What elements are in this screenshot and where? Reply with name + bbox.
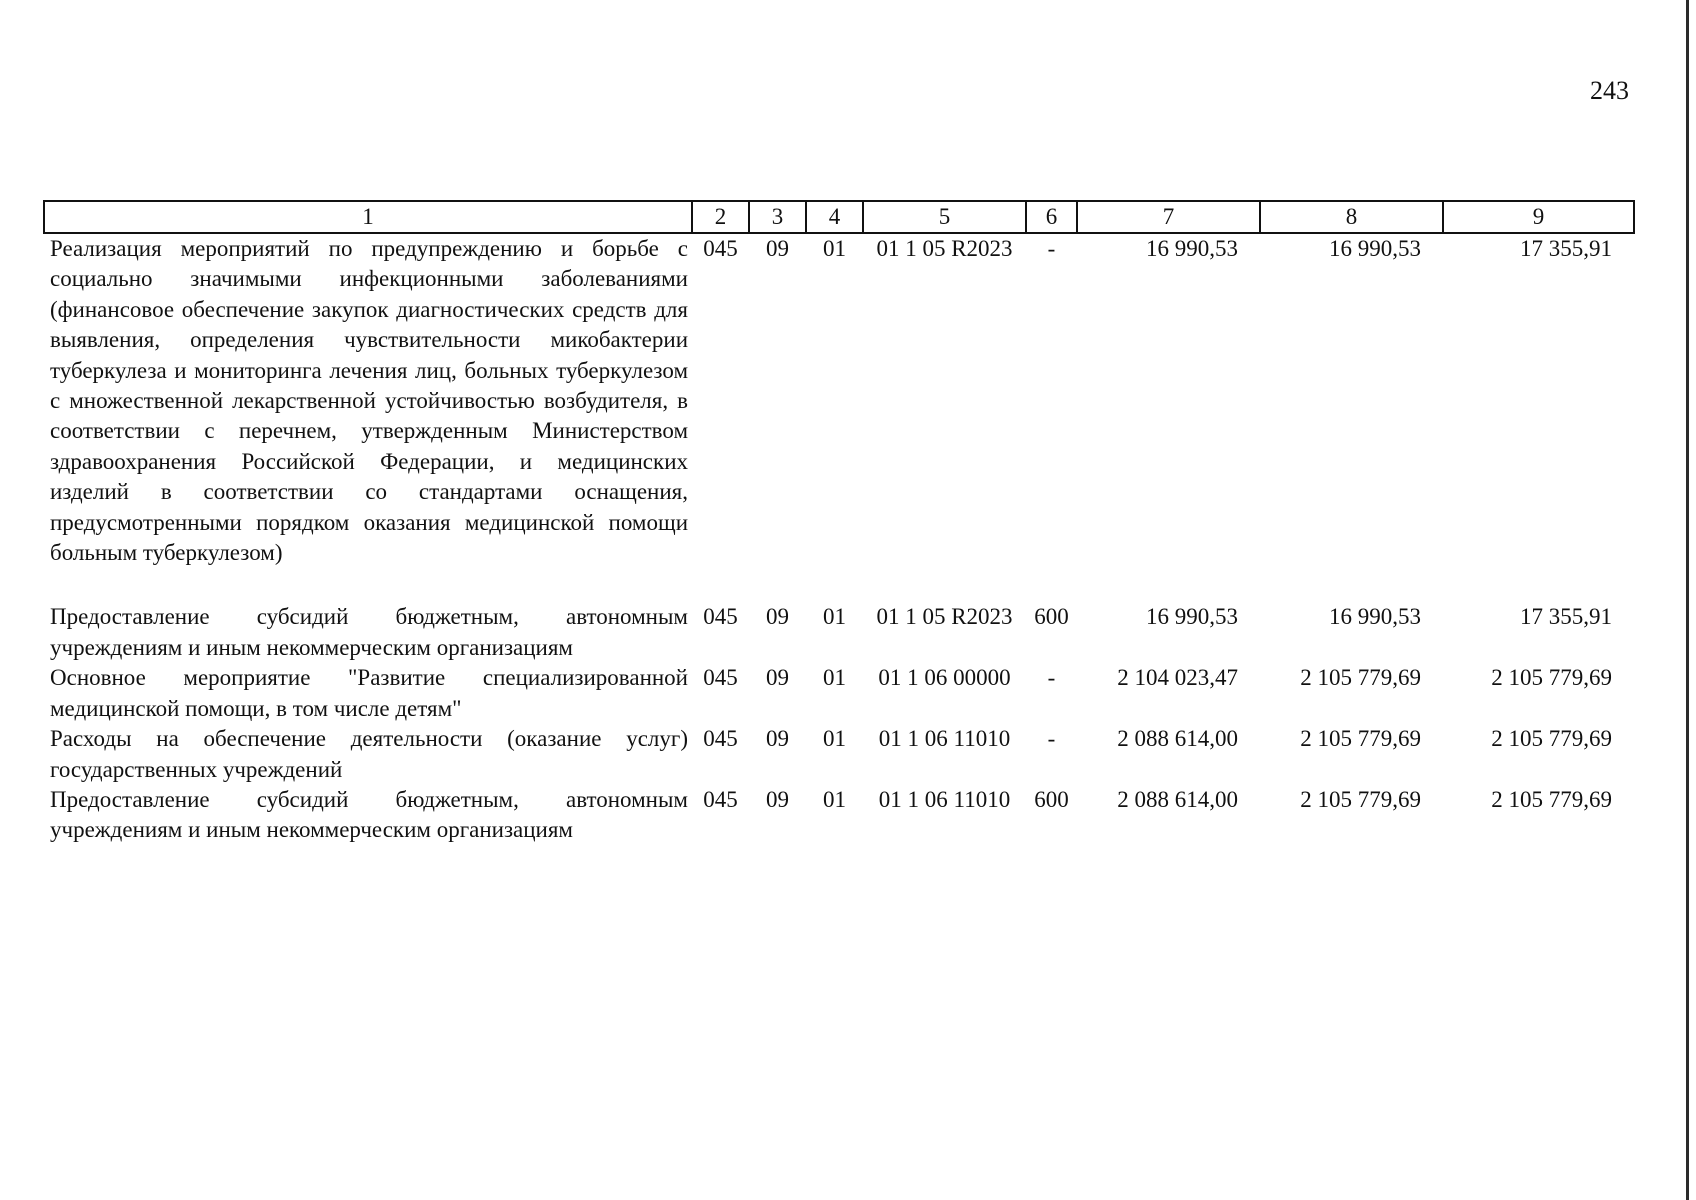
- row-section-code: 09: [766, 236, 789, 261]
- page-number: 243: [1590, 76, 1629, 105]
- header-col-4: 4: [806, 201, 863, 233]
- row-ministry-code: 045: [703, 726, 738, 752]
- table-row: [44, 785, 1634, 846]
- row-name: Предоставление субсидий бюджетным, автономным учреждениям и иным некоммерческим организациям: [50, 786, 688, 843]
- row-ministry-code: 045: [703, 604, 738, 630]
- table-row: [44, 602, 1634, 663]
- row-amount-col9: 2 105 779,69: [1491, 786, 1612, 812]
- row-amount-col9: 17 355,91: [1520, 604, 1612, 630]
- row-section-code: 09: [766, 786, 789, 812]
- page-edge-line: [1686, 0, 1689, 1200]
- row-subsection-code: 01: [823, 665, 846, 691]
- header-col-9: 9: [1443, 201, 1634, 233]
- row-expense-type: 600: [1034, 786, 1069, 812]
- header-col-5: 5: [863, 201, 1026, 233]
- header-col-7: 7: [1077, 201, 1260, 233]
- row-amount-col7: 2 104 023,47: [1117, 665, 1238, 691]
- row-amount-col7: 16 990,53: [1146, 604, 1238, 630]
- row-name: Предоставление субсидий бюджетным, автономным учреждениям и иным некоммерческим организациям: [50, 604, 688, 660]
- row-amount-col9: 2 105 779,69: [1491, 726, 1612, 752]
- row-amount-col8: 16 990,53: [1329, 604, 1421, 630]
- row-target-article: 01 1 06 00000: [878, 665, 1011, 691]
- header-col-2: 2: [692, 201, 749, 233]
- header-col-3: 3: [749, 201, 806, 233]
- header-col-8: 8: [1260, 201, 1443, 233]
- row-subsection-code: 01: [823, 236, 846, 261]
- row-target-article: 01 1 05 R2023: [876, 604, 1013, 630]
- row-spacer: [44, 568, 1634, 602]
- row-name: Основное мероприятие "Развитие специализированной медицинской помощи, в том числе детям": [50, 665, 688, 721]
- row-expense-type: 600: [1034, 604, 1069, 630]
- table-row: [44, 724, 1634, 785]
- header-col-6: 6: [1026, 201, 1077, 233]
- budget-table: [43, 200, 1635, 846]
- table-row: [44, 233, 1634, 568]
- row-name: Реализация мероприятий по предупреждению и борьбе с социально значимыми инфекционными заболеваниями (финансовое обеспечение закупок диагностических средств для выявления, определения чувствительности микобактерии туберкулеза и мониторинга лечения лиц, больных туберкулезом с множественной лекарственной устойчивостью возбудителя, в соответствии с перечнем, утвержденным Министерством здравоохранения Российской Федерации, и медицинских изделий в соответствии со стандартами оснащения, предусмотренными порядком оказания медицинской помощи больным туберкулезом): [50, 236, 688, 566]
- row-amount-col8: 2 105 779,69: [1300, 665, 1421, 691]
- row-name: Расходы на обеспечение деятельности (оказание услуг) государственных учреждений: [50, 726, 688, 782]
- row-subsection-code: 01: [823, 726, 846, 752]
- row-expense-type: -: [1047, 665, 1056, 691]
- row-amount-col7: 16 990,53: [1146, 236, 1238, 261]
- table-header-row: [44, 201, 1634, 233]
- row-subsection-code: 01: [823, 786, 846, 812]
- row-amount-col9: 17 355,91: [1520, 236, 1612, 261]
- row-section-code: 09: [766, 665, 789, 691]
- row-amount-col8: 2 105 779,69: [1300, 726, 1421, 752]
- row-subsection-code: 01: [823, 604, 846, 630]
- row-ministry-code: 045: [703, 236, 738, 261]
- row-amount-col9: 2 105 779,69: [1491, 665, 1612, 691]
- row-target-article: 01 1 05 R2023: [876, 236, 1013, 261]
- row-target-article: 01 1 06 11010: [878, 786, 1011, 812]
- row-amount-col7: 2 088 614,00: [1117, 786, 1238, 812]
- row-amount-col7: 2 088 614,00: [1117, 726, 1238, 752]
- spacer-cell: [44, 568, 1634, 602]
- header-col-1: 1: [44, 201, 692, 233]
- row-amount-col8: 2 105 779,69: [1300, 786, 1421, 812]
- row-section-code: 09: [766, 726, 789, 752]
- row-expense-type: -: [1047, 726, 1056, 752]
- row-ministry-code: 045: [703, 786, 738, 812]
- row-section-code: 09: [766, 604, 789, 630]
- row-ministry-code: 045: [703, 665, 738, 691]
- row-target-article: 01 1 06 11010: [878, 726, 1011, 752]
- row-expense-type: -: [1047, 236, 1056, 261]
- table-row: [44, 663, 1634, 724]
- row-amount-col8: 16 990,53: [1329, 236, 1421, 261]
